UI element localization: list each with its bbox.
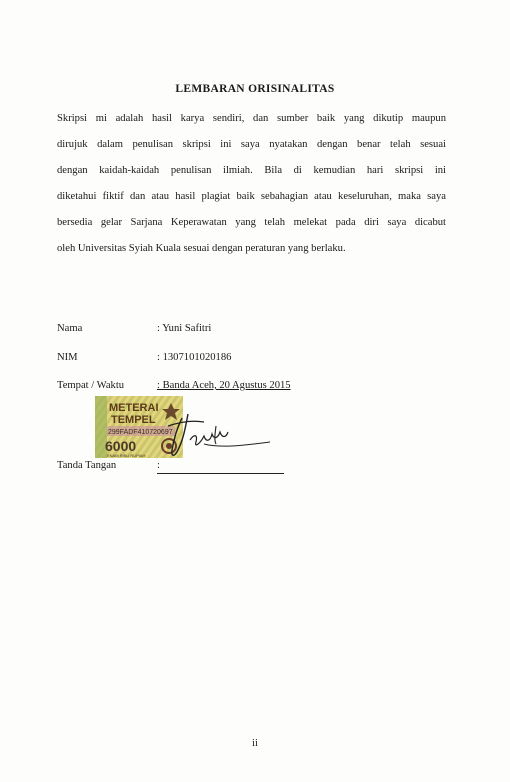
stamp-amount: 6000 [105,438,137,454]
paragraph-line: Skripsi mi adalah hasil karya sendiri, dan sumber baik yang dikutip maupun [57,113,446,124]
nama-value: : Yuni Safitri [157,323,212,334]
handwritten-signature [160,404,272,462]
stamp-line1: METERAI [109,402,159,414]
paragraph-line: oleh Universitas Syiah Kuala sesuai dengan peraturan yang berlaku. [57,243,346,254]
stamp-currency: ENAM RIBU RUPIAH [107,453,146,458]
tanda-tangan-label: Tanda Tangan [57,460,117,471]
paragraph-line: bersedia gelar Sarjana Keperawatan yang telah melekat pada diri saya dicabut [57,217,446,228]
paragraph-line: dengan kaidah-kaidah penulisan ilmiah. Bila di kemudian hari skripsi ini [57,165,446,176]
page-title: LEMBARAN ORISINALITAS [175,83,335,95]
tanda-tangan-colon: : [157,460,160,471]
signature-line [157,473,284,474]
stamp-serial: 299FADF410720697 [108,429,173,436]
page-number: ii [252,738,258,749]
nama-label: Nama [57,323,83,334]
statement-paragraph [57,106,446,262]
stamp-line2: TEMPEL [111,414,156,426]
paragraph-line: diketahui fiktif dan atau hasil plagiat baik sebahagian atau keseluruhan, maka saya [57,191,446,202]
nim-value: : 1307101020186 [157,352,232,363]
tempat-waktu-label: Tempat / Waktu [57,380,125,391]
paragraph-line: dirujuk dalam penulisan skripsi ini saya nyatakan dengan benar telah sesuai [57,139,446,150]
nim-label: NIM [57,352,78,363]
tempat-waktu-value: : Banda Aceh, 20 Agustus 2015 [157,380,291,391]
